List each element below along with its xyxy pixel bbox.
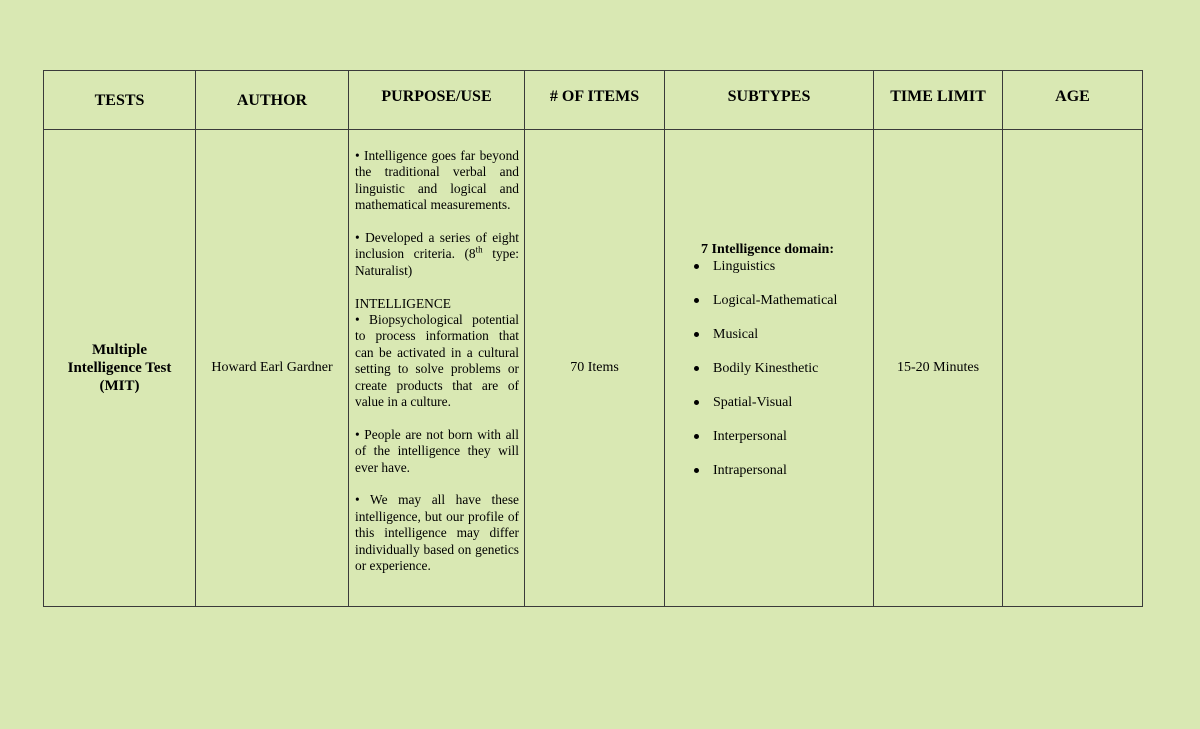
purpose-text (355, 148, 519, 575)
list-item: Linguistics (689, 258, 869, 292)
author-name: Howard Earl Gardner (211, 360, 333, 375)
list-item: Intrapersonal (689, 462, 869, 496)
list-item: Musical (689, 326, 869, 360)
list-item: Bodily Kinesthetic (689, 360, 869, 394)
header-purpose: PURPOSE/USE (349, 71, 525, 130)
purpose-point: • People are not born with all of the intelligence they will ever have. (355, 426, 519, 475)
time-limit-cell (874, 130, 1003, 607)
subtypes-block (689, 241, 869, 496)
author-cell (196, 130, 349, 607)
items-cell (525, 130, 665, 607)
purpose-point: • Intelligence goes far beyond the traditional verbal and linguistic and logical and mathematical measurements. (355, 148, 519, 213)
list-item: Logical-Mathematical (689, 292, 869, 326)
list-item: Interpersonal (689, 428, 869, 462)
age-cell (1003, 130, 1143, 607)
purpose-point: • We may all have these intelligence, but our profile of this intelligence may differ individually based on genetics or experience. (355, 492, 519, 574)
subtypes-title: 7 Intelligence domain: (701, 241, 834, 257)
item-count: 70 Items (570, 360, 619, 375)
header-subtypes: SUBTYPES (665, 71, 874, 130)
subtypes-list (689, 258, 869, 496)
purpose-point: INTELLIGENCE • Biopsychological potential to process information that can be activated in a cultural setting to solve problems or create products that are of value in a culture. (355, 295, 519, 410)
test-name-cell (44, 130, 196, 607)
header-row (44, 71, 1143, 130)
header-time-limit: TIME LIMIT (874, 71, 1003, 130)
time-limit: 15-20 Minutes (896, 360, 980, 375)
header-tests: TESTS (44, 71, 196, 130)
header-items: # OF ITEMS (525, 71, 665, 130)
list-item: Spatial-Visual (689, 394, 869, 428)
header-author: AUTHOR (196, 71, 349, 130)
header-age: AGE (1003, 71, 1143, 130)
purpose-point: • Developed a series of eight inclusion criteria. (8th type: Naturalist) (355, 230, 519, 278)
table-row (44, 130, 1143, 607)
subtypes-cell (665, 130, 874, 607)
tests-table (43, 70, 1143, 607)
test-name: Multiple Intelligence Test (MIT) (67, 342, 172, 394)
purpose-cell (349, 130, 525, 607)
